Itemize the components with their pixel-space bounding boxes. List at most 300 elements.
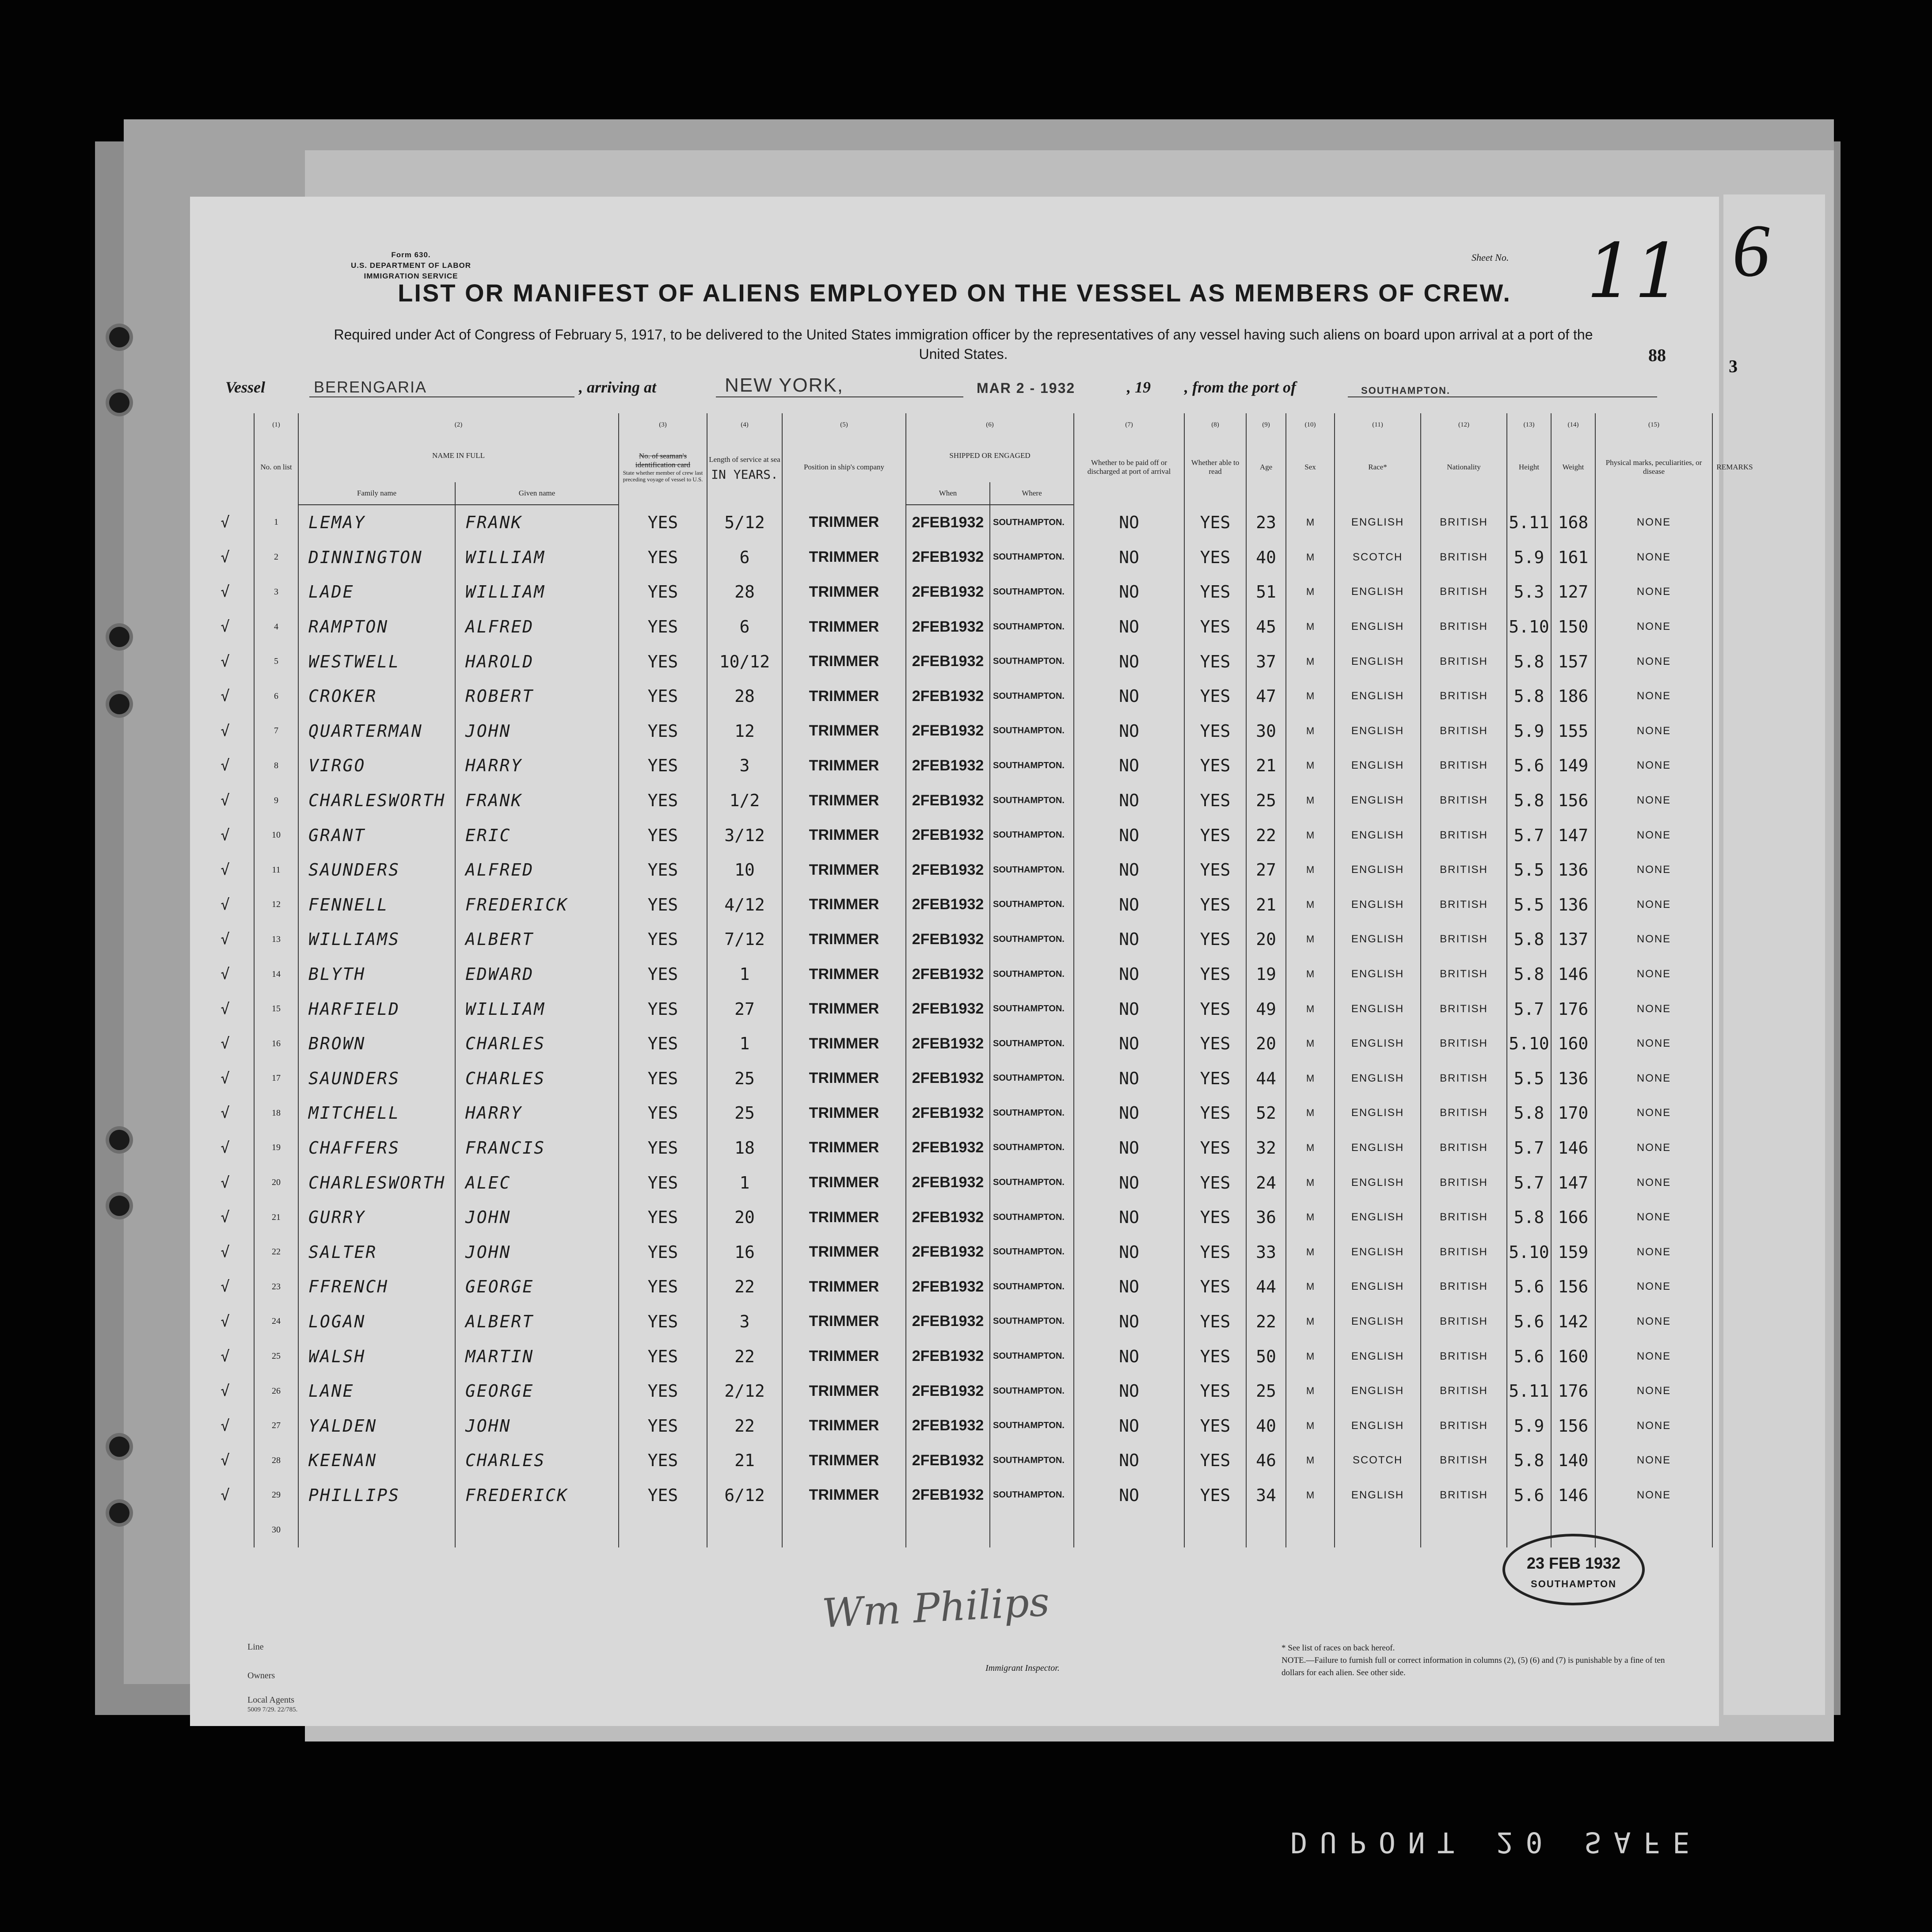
- cell-position: TRIMMER: [782, 1165, 906, 1200]
- cell-paid-off: NO: [1074, 783, 1184, 818]
- cell-weight: 156: [1551, 1408, 1595, 1443]
- cell-able-read: YES: [1184, 922, 1246, 957]
- cell-served: YES: [619, 1269, 707, 1304]
- cell-sex: [1286, 1513, 1335, 1547]
- cell-sex: M: [1286, 1096, 1335, 1131]
- cell-shipped-where: SOUTHAMPTON.: [990, 714, 1074, 749]
- cell-physical-marks: NONE: [1595, 1443, 1712, 1478]
- cell-sex: M: [1286, 1235, 1335, 1269]
- cell-family-name: PHILLIPS: [298, 1478, 455, 1513]
- cell-shipped-when: 2FEB1932: [906, 1026, 990, 1061]
- cell-race: ENGLISH: [1335, 1131, 1421, 1166]
- cell-no: 19: [254, 1131, 298, 1166]
- cell-sex: M: [1286, 853, 1335, 888]
- table-row: [197, 818, 1757, 853]
- footer-notes: [1282, 1642, 1679, 1679]
- cell-paid-off: NO: [1074, 853, 1184, 888]
- cell-served: YES: [619, 1096, 707, 1131]
- cell-weight: 147: [1551, 1165, 1595, 1200]
- cell-paid-off: NO: [1074, 888, 1184, 922]
- cell-paid-off: NO: [1074, 1374, 1184, 1409]
- table-row: [197, 1304, 1757, 1339]
- cell-shipped-when: 2FEB1932: [906, 922, 990, 957]
- cell-physical-marks: NONE: [1595, 783, 1712, 818]
- cell-position: TRIMMER: [782, 1339, 906, 1374]
- cell-age: 40: [1246, 540, 1286, 575]
- cell-no: 27: [254, 1408, 298, 1443]
- cell-served: YES: [619, 748, 707, 783]
- cell-remarks: [1712, 1443, 1757, 1478]
- vessel-line: [225, 373, 1657, 400]
- cell-height: 5.8: [1507, 1443, 1551, 1478]
- cell-age: 40: [1246, 1408, 1286, 1443]
- cell-sex: M: [1286, 644, 1335, 679]
- cell-family-name: KEENAN: [298, 1443, 455, 1478]
- cell-family-name: YALDEN: [298, 1408, 455, 1443]
- cell-weight: 136: [1551, 888, 1595, 922]
- cell-nationality: BRITISH: [1421, 575, 1507, 610]
- cell-no: 29: [254, 1478, 298, 1513]
- cell-family-name: SALTER: [298, 1235, 455, 1269]
- cell-weight: 127: [1551, 575, 1595, 610]
- cell-given-name: HARRY: [455, 1096, 619, 1131]
- cell-remarks: [1712, 505, 1757, 540]
- cell-service-length: 18: [707, 1131, 782, 1166]
- cell-nationality: BRITISH: [1421, 783, 1507, 818]
- col-position: Position in ship's company: [782, 429, 906, 505]
- cell-able-read: YES: [1184, 957, 1246, 992]
- cell-served: YES: [619, 818, 707, 853]
- cell-race: ENGLISH: [1335, 1374, 1421, 1409]
- cell-able-read: YES: [1184, 888, 1246, 922]
- cell-height: 5.6: [1507, 1304, 1551, 1339]
- cell-tick: √: [221, 652, 230, 671]
- cell-height: 5.9: [1507, 540, 1551, 575]
- cell-weight: 186: [1551, 679, 1595, 714]
- cell-service-length: 22: [707, 1269, 782, 1304]
- cell-paid-off: NO: [1074, 1131, 1184, 1166]
- table-row: [197, 1235, 1757, 1269]
- inspector-signature: Wm Philips: [821, 1578, 1051, 1637]
- cell-remarks: [1712, 1026, 1757, 1061]
- cell-position: TRIMMER: [782, 922, 906, 957]
- cell-served: YES: [619, 783, 707, 818]
- cell-nationality: BRITISH: [1421, 748, 1507, 783]
- cell-able-read: YES: [1184, 1061, 1246, 1096]
- cell-family-name: CHARLESWORTH: [298, 1165, 455, 1200]
- cell-tick: √: [221, 1382, 230, 1400]
- cell-shipped-when: 2FEB1932: [906, 1304, 990, 1339]
- binder-hole: [109, 1196, 129, 1216]
- cell-sex: M: [1286, 1443, 1335, 1478]
- table-row: [197, 1026, 1757, 1061]
- cell-nationality: BRITISH: [1421, 1443, 1507, 1478]
- cell-able-read: YES: [1184, 748, 1246, 783]
- cell-remarks: [1712, 853, 1757, 888]
- cell-tick: √: [221, 618, 230, 636]
- cell-served: YES: [619, 853, 707, 888]
- cell-height: 5.7: [1507, 1165, 1551, 1200]
- cell-nationality: BRITISH: [1421, 991, 1507, 1026]
- cell-sex: M: [1286, 991, 1335, 1026]
- cell-no: 8: [254, 748, 298, 783]
- cell-shipped-when: 2FEB1932: [906, 818, 990, 853]
- table-row: [197, 1200, 1757, 1235]
- cell-service-length: 25: [707, 1096, 782, 1131]
- sheet-number: 11: [1586, 228, 1682, 315]
- col-name-in-full: NAME IN FULL: [298, 429, 619, 482]
- cell-shipped-when: 2FEB1932: [906, 888, 990, 922]
- cell-physical-marks: NONE: [1595, 644, 1712, 679]
- cell-served: YES: [619, 575, 707, 610]
- cell-served: YES: [619, 922, 707, 957]
- col-number: (14): [1551, 413, 1595, 429]
- cell-race: ENGLISH: [1335, 1339, 1421, 1374]
- col-when: When: [906, 482, 990, 505]
- cell-nationality: BRITISH: [1421, 853, 1507, 888]
- cell-age: 27: [1246, 853, 1286, 888]
- cell-sex: M: [1286, 1304, 1335, 1339]
- cell-tick: √: [221, 548, 230, 566]
- cell-position: TRIMMER: [782, 575, 906, 610]
- cell-weight: 137: [1551, 922, 1595, 957]
- cell-shipped-when: 2FEB1932: [906, 540, 990, 575]
- cell-given-name: GEORGE: [455, 1269, 619, 1304]
- table-row: [197, 505, 1757, 540]
- cell-family-name: WALSH: [298, 1339, 455, 1374]
- cell-family-name: QUARTERMAN: [298, 714, 455, 749]
- cell-shipped-when: 2FEB1932: [906, 853, 990, 888]
- cell-weight: 142: [1551, 1304, 1595, 1339]
- cell-service-length: 22: [707, 1408, 782, 1443]
- cell-family-name: CHAFFERS: [298, 1131, 455, 1166]
- col-number: (1): [254, 413, 298, 429]
- cell-able-read: YES: [1184, 1200, 1246, 1235]
- cell-height: 5.8: [1507, 1096, 1551, 1131]
- cell-weight: 176: [1551, 1374, 1595, 1409]
- table-row: [197, 1269, 1757, 1304]
- cell-service-length: 3: [707, 1304, 782, 1339]
- cell-shipped-where: SOUTHAMPTON.: [990, 1269, 1074, 1304]
- cell-service-length: 28: [707, 575, 782, 610]
- cell-physical-marks: NONE: [1595, 505, 1712, 540]
- cell-position: TRIMMER: [782, 1026, 906, 1061]
- cell-no: 7: [254, 714, 298, 749]
- cell-position: TRIMMER: [782, 748, 906, 783]
- rule: [309, 396, 574, 397]
- col-seaman-card: No. of seaman's identification card State whether member of crew last preceding voyage of vessel to U.S.: [619, 429, 707, 505]
- cell-position: TRIMMER: [782, 1096, 906, 1131]
- agents-label: Local Agents: [247, 1695, 295, 1705]
- vessel-label: Vessel: [225, 378, 265, 396]
- cell-remarks: [1712, 644, 1757, 679]
- cell-able-read: YES: [1184, 1235, 1246, 1269]
- cell-height: 5.6: [1507, 1339, 1551, 1374]
- table-row: [197, 1443, 1757, 1478]
- cell-able-read: YES: [1184, 853, 1246, 888]
- col-no-on-list: No. on list: [254, 429, 298, 505]
- cell-race: SCOTCH: [1335, 540, 1421, 575]
- cell-family-name: MITCHELL: [298, 1096, 455, 1131]
- cell-sex: M: [1286, 957, 1335, 992]
- cell-sex: M: [1286, 679, 1335, 714]
- cell-sex: M: [1286, 1131, 1335, 1166]
- cell-weight: 150: [1551, 610, 1595, 644]
- cell-shipped-when: 2FEB1932: [906, 1478, 990, 1513]
- col-sex: Sex: [1286, 429, 1335, 505]
- cell-tick: √: [221, 1486, 230, 1504]
- cell-served: YES: [619, 957, 707, 992]
- cell-height: 5.5: [1507, 853, 1551, 888]
- cell-physical-marks: NONE: [1595, 957, 1712, 992]
- column-label-row: [197, 429, 1757, 482]
- cell-paid-off: NO: [1074, 1026, 1184, 1061]
- cell-paid-off: NO: [1074, 644, 1184, 679]
- cell-able-read: YES: [1184, 610, 1246, 644]
- cell-height: 5.8: [1507, 922, 1551, 957]
- cell-service-length: 12: [707, 714, 782, 749]
- from-port: SOUTHAMPTON.: [1361, 385, 1451, 396]
- cell-no: 18: [254, 1096, 298, 1131]
- cell-tick: √: [221, 722, 230, 740]
- cell-remarks: [1712, 748, 1757, 783]
- rule: [1348, 396, 1657, 397]
- cell-race: ENGLISH: [1335, 991, 1421, 1026]
- cell-height: 5.6: [1507, 1269, 1551, 1304]
- cell-age: 49: [1246, 991, 1286, 1026]
- cell-race: ENGLISH: [1335, 1200, 1421, 1235]
- cell-position: TRIMMER: [782, 1131, 906, 1166]
- cell-remarks: [1712, 991, 1757, 1026]
- cell-no: 10: [254, 818, 298, 853]
- cell-nationality: BRITISH: [1421, 1235, 1507, 1269]
- cell-served: YES: [619, 1165, 707, 1200]
- cell-tick: √: [221, 1312, 230, 1330]
- corner-number: 88: [1648, 345, 1666, 365]
- cell-race: ENGLISH: [1335, 783, 1421, 818]
- cell-shipped-where: [990, 1513, 1074, 1547]
- cell-nationality: BRITISH: [1421, 1165, 1507, 1200]
- cell-shipped-where: SOUTHAMPTON.: [990, 1200, 1074, 1235]
- cell-remarks: [1712, 818, 1757, 853]
- binder-hole: [109, 392, 129, 413]
- cell-nationality: BRITISH: [1421, 1200, 1507, 1235]
- cell-shipped-when: 2FEB1932: [906, 505, 990, 540]
- binder-hole: [109, 1503, 129, 1523]
- cell-age: 34: [1246, 1478, 1286, 1513]
- cell-sex: M: [1286, 922, 1335, 957]
- cell-tick: √: [221, 861, 230, 879]
- cell-weight: 168: [1551, 505, 1595, 540]
- cell-remarks: [1712, 540, 1757, 575]
- cell-height: 5.8: [1507, 783, 1551, 818]
- cell-nationality: BRITISH: [1421, 714, 1507, 749]
- cell-physical-marks: NONE: [1595, 1096, 1712, 1131]
- inspector-label: Immigrant Inspector.: [985, 1663, 1060, 1673]
- cell-service-length: 3: [707, 748, 782, 783]
- cell-shipped-where: SOUTHAMPTON.: [990, 505, 1074, 540]
- cell-no: 15: [254, 991, 298, 1026]
- cell-service-length: 10/12: [707, 644, 782, 679]
- cell-race: ENGLISH: [1335, 748, 1421, 783]
- cell-position: TRIMMER: [782, 505, 906, 540]
- table-row: [197, 1061, 1757, 1096]
- cell-age: 46: [1246, 1443, 1286, 1478]
- cell-given-name: ERIC: [455, 818, 619, 853]
- cell-service-length: 16: [707, 1235, 782, 1269]
- cell-race: ENGLISH: [1335, 922, 1421, 957]
- cell-family-name: LADE: [298, 575, 455, 610]
- cell-physical-marks: NONE: [1595, 1304, 1712, 1339]
- cell-sex: M: [1286, 1339, 1335, 1374]
- cell-shipped-where: SOUTHAMPTON.: [990, 1131, 1074, 1166]
- cell-nationality: BRITISH: [1421, 1339, 1507, 1374]
- arriving-label: , arriving at: [579, 378, 657, 396]
- cell-tick: √: [221, 1243, 230, 1261]
- cell-service-length: 2/12: [707, 1374, 782, 1409]
- cell-position: TRIMMER: [782, 991, 906, 1026]
- cell-sex: M: [1286, 818, 1335, 853]
- col-family-name: Family name: [298, 482, 455, 505]
- cell-service-length: 4/12: [707, 888, 782, 922]
- cell-given-name: FRANK: [455, 505, 619, 540]
- cell-physical-marks: NONE: [1595, 1061, 1712, 1096]
- cell-paid-off: NO: [1074, 1200, 1184, 1235]
- binder-hole: [109, 627, 129, 647]
- cell-shipped-where: SOUTHAMPTON.: [990, 540, 1074, 575]
- cell-service-length: 1: [707, 1165, 782, 1200]
- col-where: Where: [990, 482, 1074, 505]
- col-length-service: Length of service at sea IN YEARS.: [707, 429, 782, 505]
- col-nationality: Nationality: [1421, 429, 1507, 505]
- cell-remarks: [1712, 1374, 1757, 1409]
- cell-height: 5.9: [1507, 1408, 1551, 1443]
- rule: [716, 396, 963, 397]
- cell-paid-off: NO: [1074, 1304, 1184, 1339]
- cell-race: ENGLISH: [1335, 1408, 1421, 1443]
- cell-able-read: YES: [1184, 1026, 1246, 1061]
- cell-shipped-when: 2FEB1932: [906, 1408, 990, 1443]
- cell-shipped-where: SOUTHAMPTON.: [990, 1478, 1074, 1513]
- cell-age: 25: [1246, 1374, 1286, 1409]
- cell-race: ENGLISH: [1335, 575, 1421, 610]
- cell-served: YES: [619, 888, 707, 922]
- cell-served: YES: [619, 644, 707, 679]
- cell-age: 20: [1246, 922, 1286, 957]
- cell-family-name: LANE: [298, 1374, 455, 1409]
- cell-nationality: BRITISH: [1421, 1061, 1507, 1096]
- table-row: [197, 783, 1757, 818]
- col-number: (7): [1074, 413, 1184, 429]
- cell-able-read: YES: [1184, 1165, 1246, 1200]
- cell-shipped-when: 2FEB1932: [906, 575, 990, 610]
- film-edge-code: DUPONT 20 SAFE: [1290, 1825, 1702, 1858]
- stamp-date: 23 FEB 1932: [1526, 1554, 1621, 1572]
- cell-tick: √: [221, 1417, 230, 1435]
- cell-nationality: BRITISH: [1421, 505, 1507, 540]
- cell-paid-off: NO: [1074, 505, 1184, 540]
- cell-weight: 140: [1551, 1443, 1595, 1478]
- cell-physical-marks: NONE: [1595, 1374, 1712, 1409]
- cell-served: YES: [619, 1408, 707, 1443]
- cell-nationality: BRITISH: [1421, 888, 1507, 922]
- cell-shipped-where: SOUTHAMPTON.: [990, 1374, 1074, 1409]
- cell-paid-off: NO: [1074, 1339, 1184, 1374]
- cell-no: 26: [254, 1374, 298, 1409]
- cell-tick: √: [221, 1174, 230, 1192]
- cell-no: 12: [254, 888, 298, 922]
- col-physical: Physical marks, peculiarities, or disease: [1595, 429, 1712, 505]
- cell-physical-marks: NONE: [1595, 991, 1712, 1026]
- cell-shipped-when: 2FEB1932: [906, 714, 990, 749]
- cell-position: TRIMMER: [782, 644, 906, 679]
- cell-shipped-where: SOUTHAMPTON.: [990, 1026, 1074, 1061]
- page-subtitle: Required under Act of Congress of February 5, 1917, to be delivered to the United States immigration officer by the representatives of any vessel having such aliens on board upon arrival at a port of the United States.: [334, 327, 1593, 362]
- cell-height: 5.8: [1507, 644, 1551, 679]
- cell-service-length: 5/12: [707, 505, 782, 540]
- cell-nationality: BRITISH: [1421, 1026, 1507, 1061]
- cell-served: YES: [619, 1131, 707, 1166]
- cell-given-name: MARTIN: [455, 1339, 619, 1374]
- cell-weight: 146: [1551, 1478, 1595, 1513]
- cell-family-name: GRANT: [298, 818, 455, 853]
- cell-sex: M: [1286, 1200, 1335, 1235]
- cell-age: 24: [1246, 1165, 1286, 1200]
- cell-age: 37: [1246, 644, 1286, 679]
- cell-shipped-when: 2FEB1932: [906, 1339, 990, 1374]
- cell-nationality: [1421, 1513, 1507, 1547]
- cell-physical-marks: NONE: [1595, 540, 1712, 575]
- col-weight: Weight: [1551, 429, 1595, 505]
- col-height: Height: [1507, 429, 1551, 505]
- cell-tick: √: [221, 1452, 230, 1470]
- cell-service-length: 10: [707, 853, 782, 888]
- cell-remarks: [1712, 1061, 1757, 1096]
- col-number: (5): [782, 413, 906, 429]
- cell-nationality: BRITISH: [1421, 957, 1507, 992]
- cell-no: 23: [254, 1269, 298, 1304]
- cell-race: ENGLISH: [1335, 1478, 1421, 1513]
- cell-no: 9: [254, 783, 298, 818]
- cell-height: 5.5: [1507, 1061, 1551, 1096]
- service: IMMIGRATION SERVICE: [364, 272, 458, 280]
- col-number: (15): [1595, 413, 1712, 429]
- cell-able-read: YES: [1184, 1443, 1246, 1478]
- cell-race: ENGLISH: [1335, 1304, 1421, 1339]
- cell-able-read: YES: [1184, 714, 1246, 749]
- cell-service-length: 20: [707, 1200, 782, 1235]
- cell-nationality: BRITISH: [1421, 1269, 1507, 1304]
- cell-able-read: YES: [1184, 1408, 1246, 1443]
- cell-shipped-where: SOUTHAMPTON.: [990, 748, 1074, 783]
- cell-shipped-where: SOUTHAMPTON.: [990, 610, 1074, 644]
- table-row: [197, 575, 1757, 610]
- cell-family-name: BROWN: [298, 1026, 455, 1061]
- cell-family-name: FENNELL: [298, 888, 455, 922]
- cell-remarks: [1712, 1304, 1757, 1339]
- cell-family-name: CROKER: [298, 679, 455, 714]
- sheet-label: Sheet No.: [1472, 252, 1509, 263]
- cell-shipped-where: SOUTHAMPTON.: [990, 1096, 1074, 1131]
- cell-remarks: [1712, 1269, 1757, 1304]
- cell-weight: 160: [1551, 1339, 1595, 1374]
- cell-given-name: JOHN: [455, 714, 619, 749]
- cell-shipped-when: 2FEB1932: [906, 957, 990, 992]
- cell-paid-off: NO: [1074, 1061, 1184, 1096]
- cell-age: 22: [1246, 1304, 1286, 1339]
- binder-hole: [109, 327, 129, 347]
- cell-shipped-where: SOUTHAMPTON.: [990, 575, 1074, 610]
